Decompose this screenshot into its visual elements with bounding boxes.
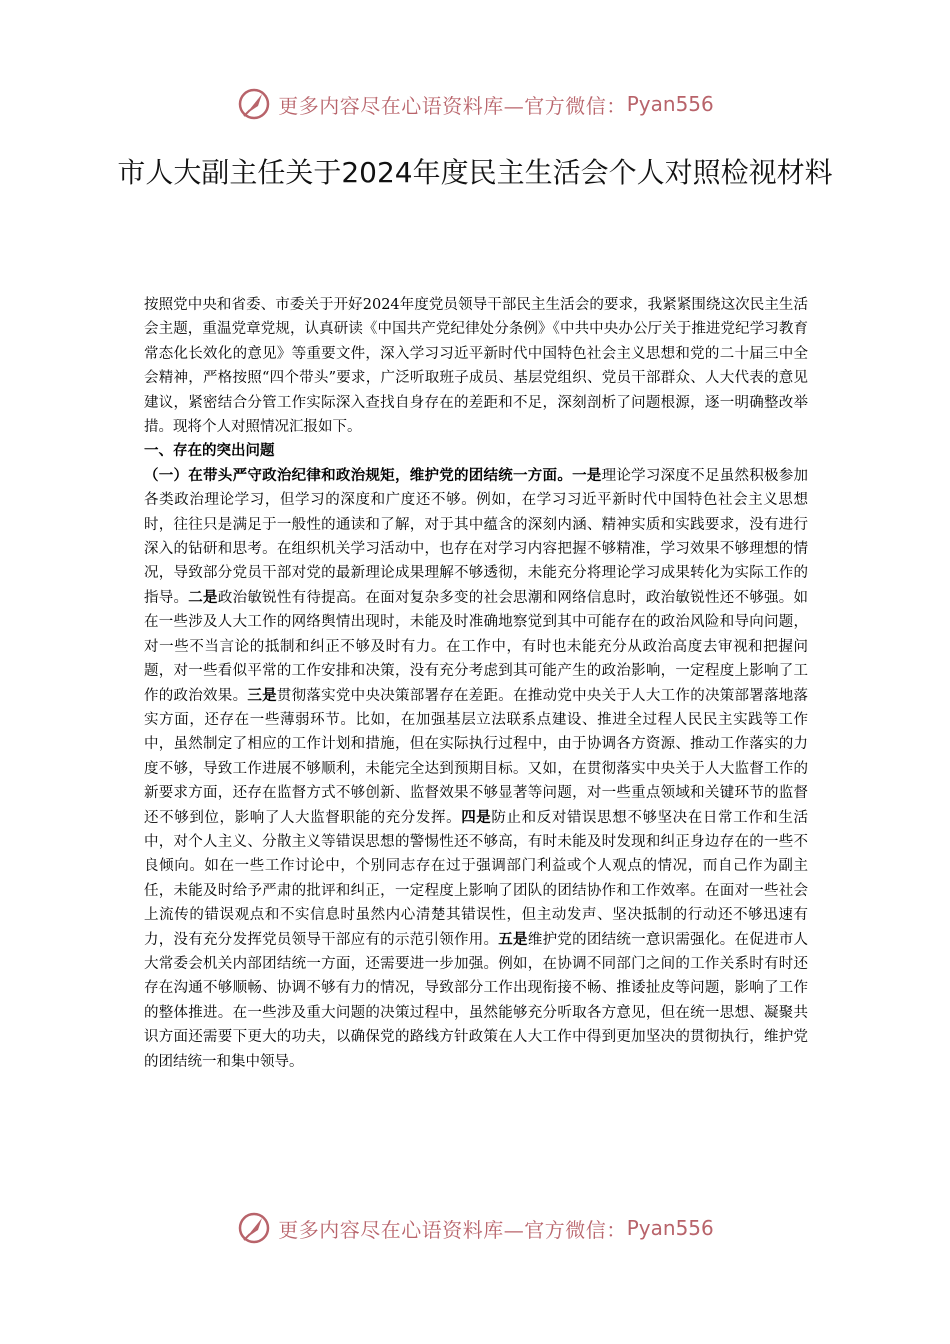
point-text-5: 维护党的团结统一意识需强化。在促进市人大常委会机关内部团结统一方面，还需要进一步加强。例如，在协调不同部门之间的工作关系时有时还存在沟通不够顺畅、协调不够有力的情况，导致部分工作出现衔接不畅、推诿扯皮等问题，影响了工作的整体推进。在一些涉及重大问题的决策过程中，虽然能够充分听取各方意见，但在统一思想、凝聚共识方面还需要下更大的功夫，以确保党的路线方针政策在人大工作中得到更加坚决的贯彻执行，维护党的团结统一和集中领导。 (144, 931, 809, 1070)
point-label-2: 二是 (188, 588, 218, 606)
point-text-4: 防止和反对错误思想不够坚决在日常工作和生活中，对个人主义、分散主义等错误思想的警惕性还不够高，有时未能及时发现和纠正身边存在的一些不良倾向。如在一些工作讨论中，个别同志存在过于强调部门利益或个人观点的情况，而自己作为副主任，未能及时给予严肃的批评和纠正，一定程度上影响了团队的团结协作和工作效率。在面对一些社会上流传的错误观点和不实信息时虽然内心清楚其错误性，但主动发声、坚决抵制的行动还不够迅速有力，没有充分发挥党员领导干部应有的示范引领作用。 (144, 809, 809, 948)
intro-paragraph: 按照党中央和省委、市委关于开好2024年度党员领导干部民主生活会的要求，我紧紧围绕这次民主生活会主题，重温党章党规，认真研读《中国共产党纪律处分条例》《中共中央办公厅关于推进党纪学习教育常态化长效化的意见》等重要文件，深入学习习近平新时代中国特色社会主义思想和党的二十届三中全会精神，严格按照“四个带头”要求，广泛听取班子成员、基层党组织、党员干部群众、人大代表的意见建议，紧密结合分管工作实际深入查找自身存在的差距和不足，深刻剖析了问题根源，逐一明确整改举措。现将个人对照情况汇报如下。 (144, 297, 808, 436)
point-label-1: 一是 (572, 466, 602, 484)
subsection-heading: （一）在带头严守政治纪律和政治规矩，维护党的团结统一方面。 (144, 466, 573, 484)
document-body (144, 293, 808, 1074)
page-title: 市人大副主任关于2024年度民主生活会个人对照检视材料 (117, 156, 833, 189)
point-label-4: 四是 (461, 808, 492, 826)
watermark-text: 更多内容尽在心语资料库—官方微信： (278, 1217, 627, 1242)
watermark-code: Pyan556 (626, 1216, 714, 1240)
watermark-header (0, 84, 950, 124)
quill-logo-icon (236, 86, 272, 122)
main-paragraph (144, 464, 808, 1074)
quill-logo-icon (236, 1210, 272, 1246)
section-heading (144, 439, 808, 463)
point-text-2: 政治敏锐性有待提高。在面对复杂多变的社会思潮和网络信息时，政治敏锐性还不够强。如在一些涉及人大工作的网络舆情出现时，未能及时准确地察觉到其中可能存在的政治风险和导向问题，对一些不当言论的抵制和纠正不够及时有力。在工作中，有时也未能充分从政治高度去审视和把握问题，对一些看似平常的工作安排和决策，没有充分考虑到其可能产生的政治影响，一定程度上影响了工作的政治效果。 (144, 589, 809, 704)
watermark-footer (0, 1208, 950, 1248)
point-label-5: 五是 (498, 930, 528, 948)
point-text-1: 理论学习深度不足虽然积极参加各类政治理论学习，但学习的深度和广度还不够。例如，在学习习近平新时代中国特色社会主义思想时，往往只是满足于一般性的通读和了解，对于其中蕴含的深刻内涵、精神实质和实践要求，没有进行深入的钻研和思考。在组织机关学习活动中，也存在对学习内容把握不够精准，学习效果不够理想的情况，导致部分党员干部对党的最新理论成果理解不够透彻，未能充分将理论学习成果转化为实际工作的指导。 (144, 467, 809, 606)
point-label-3: 三是 (247, 686, 277, 704)
point-text-3: 贯彻落实党中央决策部署存在差距。在推动党中央关于人大工作的决策部署落地落实方面，还存在一些薄弱环节。比如，在加强基层立法联系点建设、推进全过程人民民主实践等工作中，虽然制定了相应的工作计划和措施，但在实际执行过程中，由于协调各方资源、推动工作落实的力度不够，导致工作进展不够顺利，未能完全达到预期目标。又如，在贯彻落实中央关于人大监督工作的新要求方面，还存在监督方式不够创新、监督效果不够显著等问题，对一些重点领域和关键环节的监督还不够到位，影响了人大监督职能的充分发挥。 (144, 687, 809, 826)
section-heading-text: 一、存在的突出问题 (144, 442, 275, 460)
watermark-text: 更多内容尽在心语资料库—官方微信： (278, 93, 627, 118)
watermark-code: Pyan556 (626, 92, 714, 116)
